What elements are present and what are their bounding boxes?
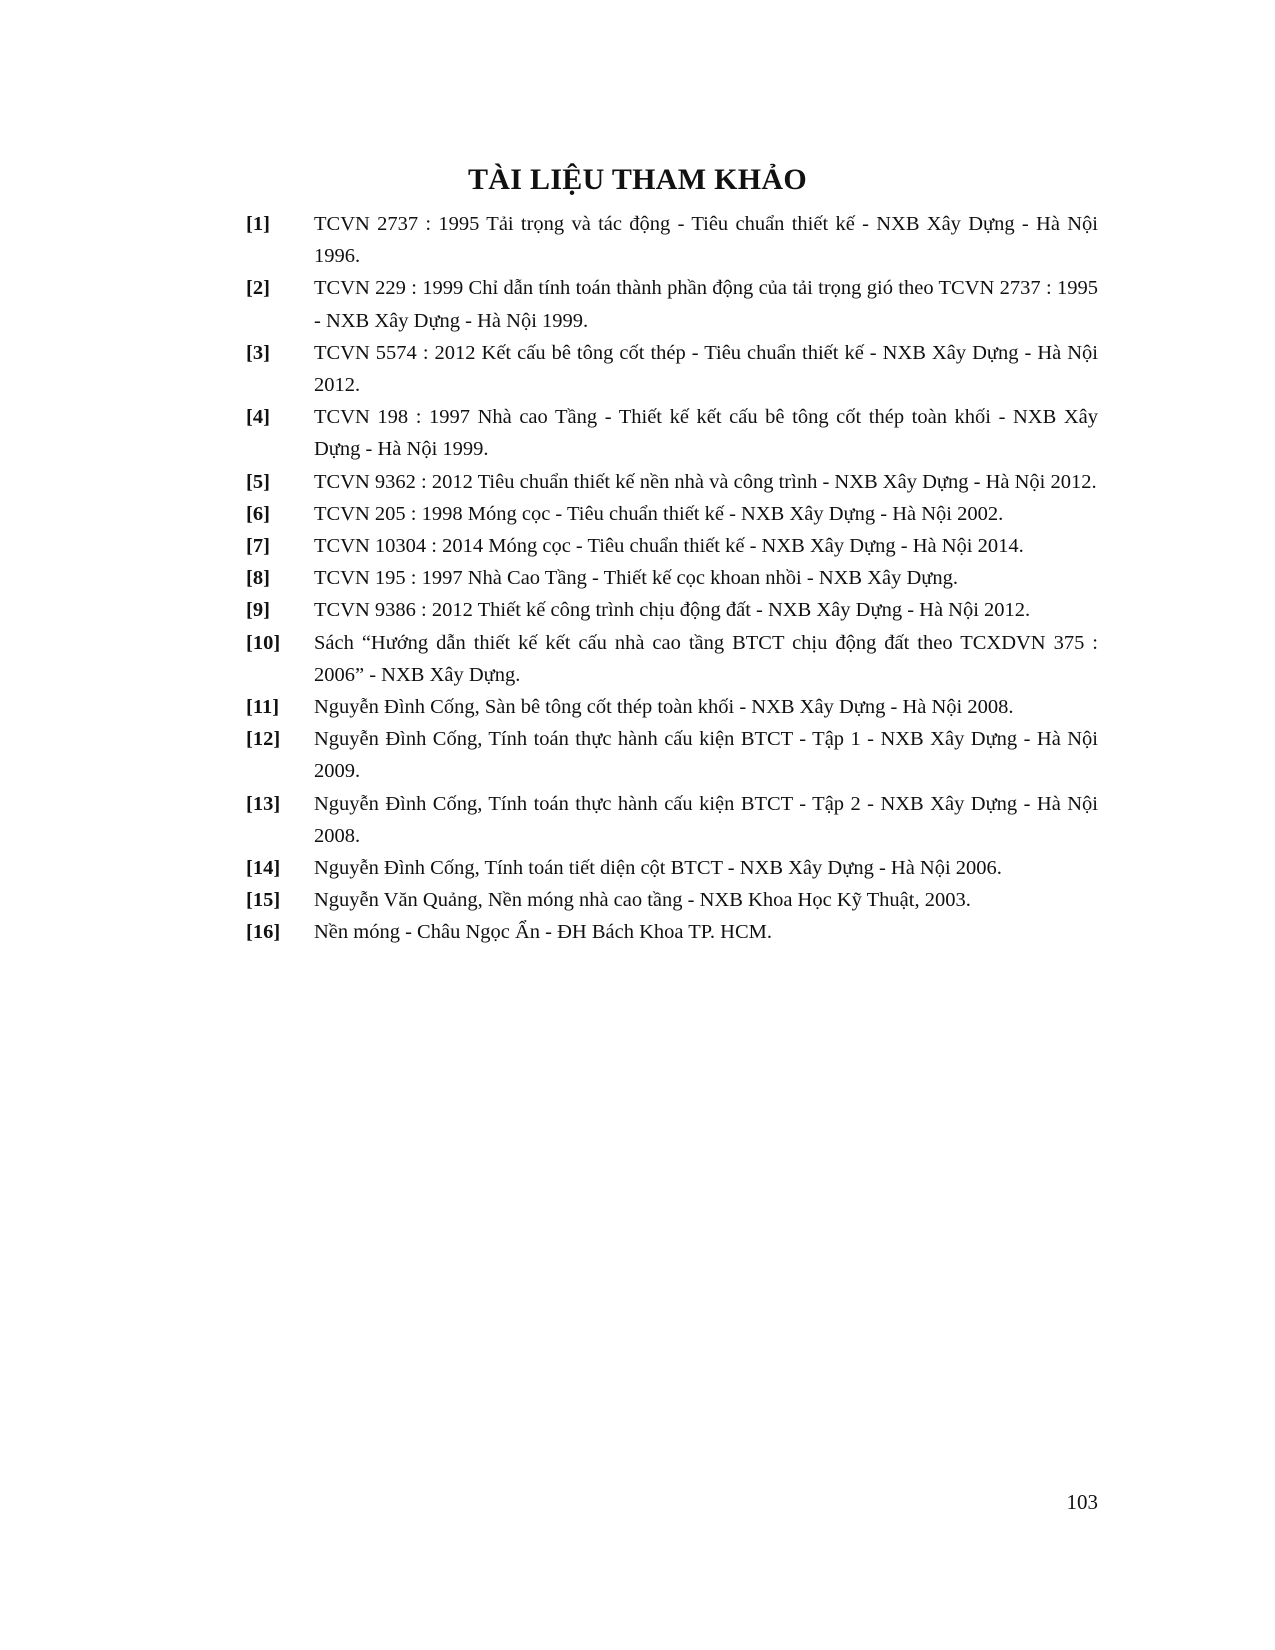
reference-number: [8] xyxy=(246,567,270,590)
reference-number: [3] xyxy=(246,341,270,364)
reference-item xyxy=(246,723,1098,787)
reference-item xyxy=(246,498,1098,530)
reference-list xyxy=(246,208,1098,949)
reference-number: [13] xyxy=(246,792,281,815)
reference-number: [4] xyxy=(246,406,270,429)
reference-text: Nguyễn Đình Cống, Sàn bê tông cốt thép toàn khối - NXB Xây Dựng - Hà Nội 2008. xyxy=(314,696,1014,719)
reference-text: Nguyễn Văn Quảng, Nền móng nhà cao tầng - NXB Khoa Học Kỹ Thuật, 2003. xyxy=(314,889,971,912)
reference-text: Nguyễn Đình Cống, Tính toán thực hành cấu kiện BTCT - Tập 2 - NXB Xây Dựng - Hà Nội 2008. xyxy=(314,792,1098,847)
reference-number: [6] xyxy=(246,502,270,525)
reference-text: TCVN 5574 : 2012 Kết cấu bê tông cốt thép - Tiêu chuẩn thiết kế - NXB Xây Dựng - Hà Nội 2012. xyxy=(314,341,1098,397)
reference-item xyxy=(246,788,1098,852)
reference-item xyxy=(246,627,1098,691)
reference-number: [11] xyxy=(246,696,280,719)
reference-text: TCVN 9386 : 2012 Thiết kế công trình chịu động đất - NXB Xây Dựng - Hà Nội 2012. xyxy=(314,599,1031,622)
reference-text: Sách “Hướng dẫn thiết kế kết cấu nhà cao tầng BTCT chịu động đất theo TCXDVN 375 : 2006” - NXB Xây Dựng. xyxy=(314,631,1098,686)
reference-item xyxy=(246,852,1098,884)
reference-text: Nguyễn Đình Cống, Tính toán thực hành cấu kiện BTCT - Tập 1 - NXB Xây Dựng - Hà Nội 2009. xyxy=(314,728,1098,783)
reference-item xyxy=(246,208,1098,272)
reference-text: TCVN 198 : 1997 Nhà cao Tầng - Thiết kế kết cấu bê tông cốt thép toàn khối - NXB Xây Dựng - Hà Nội 1999. xyxy=(314,406,1098,461)
page-number: 103 xyxy=(1066,1490,1098,1514)
reference-item xyxy=(246,594,1098,626)
page-title: TÀI LIỆU THAM KHẢO xyxy=(467,163,808,196)
reference-item xyxy=(246,562,1098,594)
reference-item xyxy=(246,272,1098,336)
reference-number: [2] xyxy=(246,277,270,300)
reference-number: [15] xyxy=(246,889,281,912)
reference-item xyxy=(246,691,1098,723)
reference-number: [1] xyxy=(246,213,270,235)
reference-item xyxy=(246,401,1098,465)
reference-text: Nguyễn Đình Cống, Tính toán tiết diện cột BTCT - NXB Xây Dựng - Hà Nội 2006. xyxy=(314,857,1002,880)
reference-item xyxy=(246,337,1098,401)
reference-item xyxy=(246,530,1098,562)
reference-number: [14] xyxy=(246,857,281,880)
reference-item xyxy=(246,884,1098,916)
reference-text: TCVN 195 : 1997 Nhà Cao Tầng - Thiết kế cọc khoan nhồi - NXB Xây Dựng. xyxy=(314,567,959,590)
reference-number: [16] xyxy=(246,921,281,944)
reference-text: Nền móng - Châu Ngọc Ẩn - ĐH Bách Khoa TP. HCM. xyxy=(314,921,772,944)
reference-text: TCVN 229 : 1999 Chỉ dẫn tính toán thành phần động của tải trọng gió theo TCVN 2737 : 1995 - NXB Xây Dựng - Hà Nội 1999. xyxy=(314,277,1098,332)
reference-text: TCVN 10304 : 2014 Móng cọc - Tiêu chuẩn thiết kế - NXB Xây Dựng - Hà Nội 2014. xyxy=(314,535,1024,558)
reference-item xyxy=(246,466,1098,498)
reference-number: [5] xyxy=(246,470,270,493)
reference-number: [10] xyxy=(246,631,281,654)
reference-number: [9] xyxy=(246,599,270,622)
reference-item xyxy=(246,916,1098,948)
reference-text: TCVN 205 : 1998 Móng cọc - Tiêu chuẩn thiết kế - NXB Xây Dựng - Hà Nội 2002. xyxy=(314,502,1004,525)
reference-text: TCVN 2737 : 1995 Tải trọng và tác động - Tiêu chuẩn thiết kế - NXB Xây Dựng - Hà Nội 1996. xyxy=(314,213,1098,268)
reference-number: [12] xyxy=(246,728,281,751)
reference-text: TCVN 9362 : 2012 Tiêu chuẩn thiết kế nền nhà và công trình - NXB Xây Dựng - Hà Nội 2012. xyxy=(314,470,1097,493)
reference-number: [7] xyxy=(246,535,270,558)
